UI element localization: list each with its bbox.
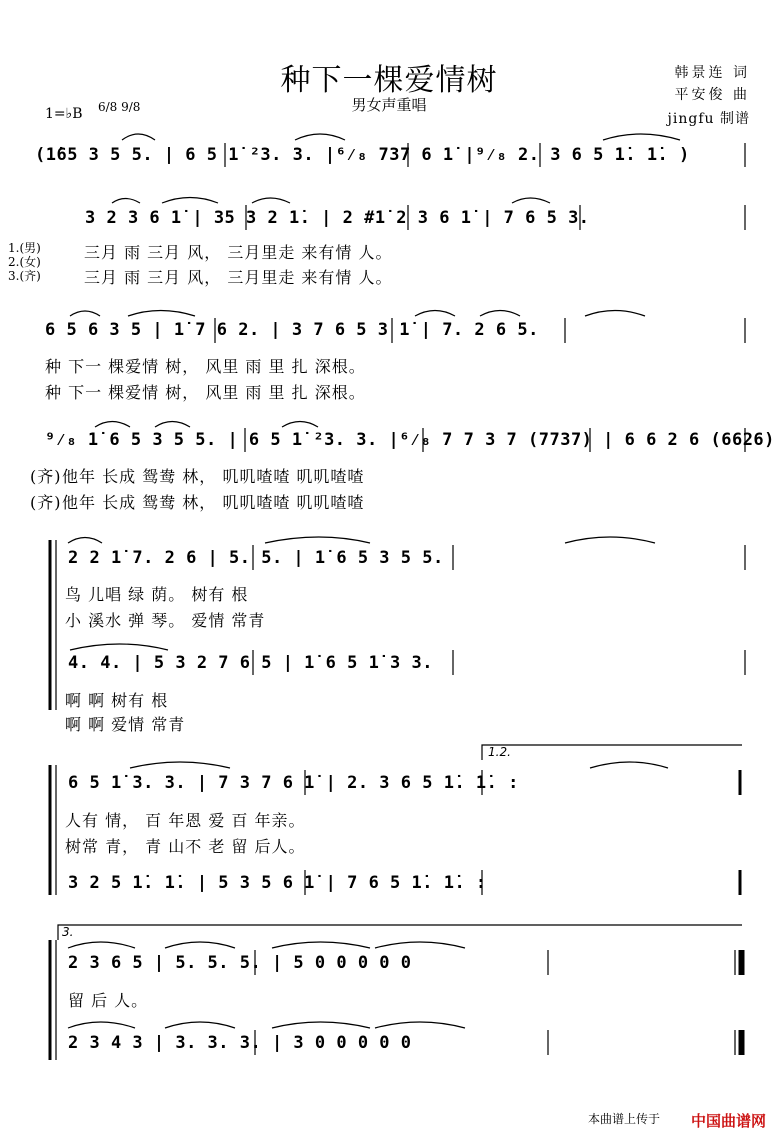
lyric-line: 种 下一 棵爱情 树， 风里 雨 里 扎 深根。 [45, 383, 366, 402]
slur [68, 1022, 135, 1028]
lyric-line: 树常 青， 青 山不 老 留 后人。 [65, 837, 306, 856]
lyric-line: 留 后 人。 [68, 991, 149, 1010]
notation-line-10: 2 3 4 3 | 3. 3. 3. | 3 0 0 0 0 0 [68, 1033, 412, 1053]
slur [272, 942, 370, 948]
volta-label-first: 1.2. [488, 745, 511, 759]
notation-line-2: 3 2 3 6 1̇ | 35 3 2 1̇. | 2 #1̇ 2 3 6 1̇ | 7 6 5 3. [85, 208, 590, 228]
volta-label-third: 3. [62, 925, 74, 939]
slur [122, 134, 155, 140]
song-title: 种下一棵爱情树 [280, 63, 498, 98]
lyric-line: 他年 长成 鸳鸯 林， 叽叽喳喳 叽叽喳喳 [62, 493, 365, 512]
lyric-line: 种 下一 棵爱情 树， 风里 雨 里 扎 深根。 [45, 357, 366, 376]
slur [265, 537, 370, 543]
lyric-line: 三月 雨 三月 风， 三月里走 来有情 人。 [84, 243, 393, 262]
slur [603, 134, 680, 140]
composer-credit: 平安俊 曲 [674, 87, 750, 103]
notation-line-1: (1̇65 3 5 5. | 6 5 1̇ ²3. 3. |⁶⁄₈ 737 6 1̇ |⁹⁄₈ 2. 3 6 5 1̇. 1̇. ) [35, 145, 690, 165]
voice-label-male: 1.(男) [8, 241, 41, 255]
slur [70, 311, 100, 316]
slur [565, 537, 655, 543]
slur [590, 762, 668, 768]
notation-line-9: 2 3 6 5 | 5. 5. 5. | 5 0 0 0 0 0 [68, 953, 412, 973]
lyric-voice-label: (齐) [30, 493, 62, 512]
slur [68, 538, 102, 544]
key-signature: 1=♭B [45, 106, 83, 122]
lyricist-credit: 韩景连 词 [674, 65, 750, 81]
slur [112, 199, 140, 204]
notation-line-8: 3 2 5 1̇. 1̇. | 5 3 5 6 1̇ | 7 6 5 1̇. 1̇. : [68, 873, 487, 893]
notation-line-3: 6 5 6 3 5 | 1̇ 7 6 2. | 3 7 6 5 3 1̇ | 7. 2 6 5. [45, 320, 539, 340]
slur [375, 1022, 465, 1028]
notation-line-5: 2 2 1̇ 7. 2 6 | 5. 5. | 1̇ 6 5 3 5 5. [68, 548, 444, 568]
slur [272, 1022, 370, 1028]
slur [585, 311, 645, 317]
lyric-line: 人有 情， 百 年恩 爱 百 年亲。 [65, 811, 306, 830]
time-signature: 6/8 9/8 [98, 100, 141, 114]
lyric-line: 啊 啊 爱情 常青 [65, 715, 186, 734]
notation-line-7: 6 5 1̇ 3. 3. | 7 3 7 6 1̇ | 2. 3 6 5 1̇. 1̇. : [68, 773, 519, 793]
volta-bracket [482, 745, 742, 760]
notation-line-4: ⁹⁄₈ 1̇ 6 5 3 5 5. | 6 5 1̇ ²3. 3. |⁶⁄₈ 7 7 3 7 (7737) | 6 6 2 6 (6626) [45, 430, 775, 450]
slur [128, 311, 195, 317]
slur [165, 942, 235, 948]
slur [252, 198, 290, 203]
volta-bracket [58, 925, 742, 940]
slur [165, 1022, 235, 1028]
slur [480, 311, 520, 317]
voice-label-female: 2.(女) [8, 255, 41, 269]
lyric-line: 啊 啊 树有 根 [65, 691, 169, 710]
slur [68, 942, 135, 948]
lyric-line: 他年 长成 鸳鸯 林， 叽叽喳喳 叽叽喳喳 [62, 467, 365, 486]
slur [295, 134, 345, 140]
slur [130, 762, 230, 768]
lyric-line: 三月 雨 三月 风， 三月里走 来有情 人。 [84, 268, 393, 287]
voice-label-all: 3.(齐) [8, 269, 41, 283]
lyric-voice-label: (齐) [30, 467, 62, 486]
arranger-credit: jingfu 制谱 [667, 111, 750, 127]
slur [70, 644, 168, 650]
slur [282, 422, 318, 428]
slur [162, 198, 218, 204]
slur [512, 198, 550, 203]
slur [375, 942, 465, 948]
lyric-line: 小 溪水 弹 琴。 爱情 常青 [65, 611, 266, 630]
slur [155, 422, 190, 428]
lyric-line: 鸟 儿唱 绿 荫。 树有 根 [65, 585, 249, 604]
song-subtitle: 男女声重唱 [351, 96, 427, 114]
slur [415, 311, 455, 317]
notation-line-6: 4. 4. | 5 3 2 7 6 5 | 1̇ 6 5 1̇ 3 3. [68, 653, 433, 673]
slur [95, 422, 130, 428]
site-logo[interactable]: 中国曲谱网 [690, 1112, 766, 1130]
footer-text: 本曲谱上传于 [587, 1112, 660, 1126]
